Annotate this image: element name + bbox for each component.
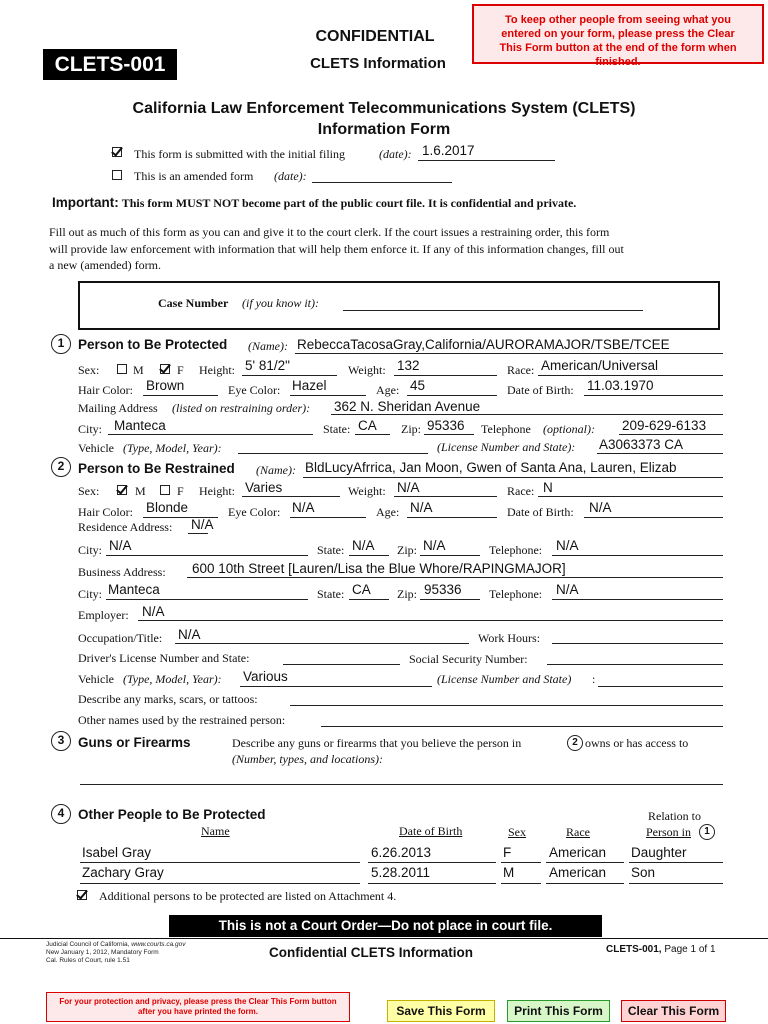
s4-row2-dob[interactable]: 5.28.2011 (371, 865, 431, 880)
important-lead: Important: (52, 195, 119, 210)
s4-col-dob: Date of Birth (399, 824, 463, 838)
s4-row2-relation[interactable]: Son (631, 865, 656, 880)
s4-row2-sex[interactable]: M (503, 865, 515, 880)
s2-dob-field[interactable]: N/A (589, 500, 612, 515)
s2-weight-field[interactable]: N/A (397, 480, 420, 495)
s1-zip-field[interactable]: 95336 (427, 418, 465, 433)
s2-sex-label: Sex: (78, 484, 100, 498)
s2-residence-label: Residence Address: (78, 520, 173, 534)
attachment-4-label: Additional persons to be protected are listed on Attachment 4. (99, 889, 397, 903)
print-form-button[interactable]: Print This Form (507, 1000, 610, 1022)
s1-height-field[interactable]: 5' 81/2" (245, 358, 290, 373)
footer-rule (0, 938, 768, 939)
section-3-number: 3 (51, 731, 71, 751)
s2-occupation-field[interactable]: N/A (178, 627, 201, 642)
s1-eye-field[interactable]: Hazel (292, 378, 327, 393)
amended-date-label: (date): (274, 169, 307, 183)
s2-sex-m-label: M (135, 484, 146, 498)
footer-council-line (46, 941, 185, 949)
s2-height-label: Height: (199, 484, 235, 498)
footer-page-info (606, 944, 716, 955)
s1-sex-f-label: F (177, 363, 184, 377)
footer-form-code: CLETS-001, (606, 944, 662, 955)
s2-zip-field[interactable]: N/A (423, 538, 446, 553)
s1-city-field[interactable]: Manteca (114, 418, 166, 433)
s1-license-hint: (License Number and State): (437, 440, 576, 454)
s2-license-colon: : (592, 672, 596, 686)
s2-state-label: State: (317, 543, 345, 557)
s1-city-label: City: (78, 422, 103, 436)
s1-hair-label: Hair Color: (78, 383, 133, 397)
intro-paragraph (49, 224, 624, 274)
s1-height-label: Height: (199, 363, 235, 377)
form-title (0, 98, 768, 140)
s2-age-field[interactable]: N/A (410, 500, 433, 515)
s2-sex-f-checkbox[interactable] (160, 485, 170, 495)
s1-mail-field[interactable]: 362 N. Sheridan Avenue (334, 399, 481, 414)
s4-col-name: Name (201, 824, 230, 838)
s2-eye-field[interactable]: N/A (292, 500, 315, 515)
s3-firearms-field[interactable] (80, 784, 723, 785)
s2-btel-label: Telephone: (489, 587, 543, 601)
s2-city-field[interactable]: N/A (109, 538, 132, 553)
clear-form-button[interactable]: Clear This Form (621, 1000, 726, 1022)
s1-name-label: (Name): (248, 339, 288, 353)
s2-race-label: Race: (507, 484, 535, 498)
s1-state-field[interactable]: CA (358, 418, 377, 433)
footer-council-name: Judicial Council of California, (46, 941, 130, 948)
intro-line1: Fill out as much of this form as you can and give it to the court clerk. If the court issues a restraining order, this form (49, 225, 610, 239)
s1-name-field[interactable]: RebeccaTacosaGray,California/AURORAMAJOR/TSBE/TCEE (297, 337, 670, 352)
s4-row2-race[interactable]: American (549, 865, 607, 880)
s2-eye-label: Eye Color: (228, 505, 281, 519)
s1-sex-m-checkbox[interactable] (117, 364, 127, 374)
s2-license-field[interactable] (598, 686, 723, 687)
form-title-line1: California Law Enforcement Telecommunications System (CLETS) (132, 100, 636, 117)
privacy-notice: For your protection and privacy, please press the Clear This Form button after you have printed the form. (46, 992, 350, 1022)
s2-employer-field[interactable]: N/A (142, 604, 165, 619)
s1-race-field[interactable]: American/Universal (541, 358, 659, 373)
footer-council-site: www.courts.ca.gov (131, 941, 186, 948)
s2-vehicle-hint: (Type, Model, Year): (123, 672, 222, 686)
clets-info-heading: CLETS Information (310, 55, 446, 72)
s2-ssn-field[interactable] (547, 664, 723, 665)
s1-state-label: State: (323, 422, 351, 436)
s3-description-b: owns or has access to (585, 736, 689, 750)
initial-filing-date-label: (date): (379, 147, 412, 161)
section-4-number: 4 (51, 804, 71, 824)
case-number-field[interactable] (343, 310, 643, 311)
section-4-title: Other People to Be Protected (78, 807, 266, 822)
clear-form-notice: To keep other people from seeing what you entered on your form, please press the Clear This Form button at the end of the form when finished. (472, 4, 764, 64)
section-2-title: Person to Be Restrained (78, 461, 235, 476)
case-number-label: Case Number (158, 296, 229, 310)
s1-tel-field[interactable]: 209-629-6133 (622, 418, 707, 433)
s1-tel-label: Telephone (481, 422, 531, 436)
s1-eye-label: Eye Color: (228, 383, 281, 397)
section-1-number: 1 (51, 334, 71, 354)
s2-bstate-field[interactable]: CA (352, 582, 371, 597)
s2-ssn-label: Social Security Number: (409, 652, 528, 666)
s4-person-ref-number: 1 (699, 824, 715, 840)
s4-col-relation-2: Person in (646, 825, 691, 839)
s2-workhours-field[interactable] (552, 643, 723, 644)
s2-hair-field[interactable]: Blonde (146, 500, 189, 515)
confidential-heading: CONFIDENTIAL (315, 28, 435, 45)
s2-tel-field[interactable]: N/A (556, 538, 579, 553)
case-number-hint: (if you know it): (242, 296, 319, 310)
s2-bcity-field[interactable]: Manteca (108, 582, 160, 597)
s2-sex-f-label: F (177, 484, 184, 498)
initial-filing-label: This form is submitted with the initial filing (134, 147, 345, 161)
initial-filing-date-field[interactable]: 1.6.2017 (422, 143, 475, 158)
s2-dl-field[interactable] (283, 664, 400, 665)
amended-date-field[interactable] (312, 182, 452, 183)
initial-filing-checkbox[interactable] (112, 147, 122, 157)
s1-zip-label: Zip: (401, 422, 421, 436)
s2-business-label: Business Address: (78, 565, 166, 579)
s1-weight-label: Weight: (348, 363, 386, 377)
s2-employer-label: Employer: (78, 608, 129, 622)
s1-dob-field[interactable]: 11.03.1970 (587, 378, 654, 393)
s1-dob-label: Date of Birth: (507, 383, 574, 397)
important-notice (52, 195, 576, 211)
s1-weight-field[interactable]: 132 (397, 358, 420, 373)
s2-occupation-label: Occupation/Title: (78, 631, 163, 645)
s4-row1-relation[interactable]: Daughter (631, 845, 687, 860)
s2-vehicle-label: Vehicle (78, 672, 114, 686)
s1-age-field[interactable]: 45 (410, 378, 426, 393)
footer-rules: Cal. Rules of Court, rule 1.51 (46, 957, 130, 964)
s2-weight-label: Weight: (348, 484, 386, 498)
s2-bcity-label: City: (78, 587, 103, 601)
s2-workhours-label: Work Hours: (478, 631, 541, 645)
s2-hair-label: Hair Color: (78, 505, 133, 519)
not-court-order-banner: This is not a Court Order—Do not place in court file. (169, 915, 602, 937)
s2-btel-field[interactable]: N/A (556, 582, 579, 597)
s1-mail-hint: (listed on restraining order): (172, 401, 311, 415)
s2-dob-label: Date of Birth: (507, 505, 574, 519)
s2-city-label: City: (78, 543, 103, 557)
s2-height-field[interactable]: Varies (245, 480, 283, 495)
s4-col-relation-1: Relation to (648, 809, 701, 823)
s3-person-ref-number: 2 (567, 735, 583, 751)
s2-name-label: (Name): (256, 463, 296, 477)
s1-vehicle-field[interactable] (238, 453, 428, 454)
s1-vehicle-hint: (Type, Model, Year): (123, 441, 222, 455)
s2-marks-field[interactable] (290, 705, 723, 706)
s2-bzip-label: Zip: (397, 587, 417, 601)
s2-marks-label: Describe any marks, scars, or tattoos: (78, 692, 258, 706)
s4-row1-name[interactable]: Isabel Gray (82, 845, 152, 860)
s4-col-race: Race (566, 825, 590, 839)
s2-othernames-field[interactable] (321, 726, 723, 727)
s2-residence-field[interactable]: N/A (191, 517, 214, 532)
s2-race-field[interactable]: N (543, 480, 553, 495)
footer-center-title: Confidential CLETS Information (269, 945, 473, 960)
attachment-4-checkbox[interactable] (77, 890, 87, 900)
s2-dl-label: Driver's License Number and State: (78, 651, 250, 665)
footer-page-number: Page 1 of 1 (664, 944, 716, 955)
s1-sex-f-checkbox[interactable] (160, 364, 170, 374)
s1-race-label: Race: (507, 363, 535, 377)
s4-row1-race[interactable]: American (549, 845, 607, 860)
intro-line2: will provide law enforcement with information that will help them enforce it. If any of this information changes, fill out (49, 241, 624, 256)
section-2-number: 2 (51, 457, 71, 477)
amended-form-checkbox[interactable] (112, 170, 122, 180)
s4-col-sex: Sex (508, 825, 526, 839)
s2-business-field[interactable]: 600 10th Street [Lauren/Lisa the Blue Whore/RAPINGMAJOR] (192, 561, 566, 576)
s3-description-a: Describe any guns or firearms that you believe the person in (232, 736, 522, 750)
section-3-title: Guns or Firearms (78, 735, 191, 750)
s4-row1-dob[interactable]: 6.26.2013 (371, 845, 432, 860)
s2-sex-m-checkbox[interactable] (117, 485, 127, 495)
s4-row1-sex[interactable]: F (503, 845, 512, 860)
s1-age-label: Age: (376, 383, 400, 397)
s3-description-c: (Number, types, and locations): (232, 752, 383, 766)
s1-sex-label: Sex: (78, 363, 100, 377)
important-text: This form MUST NOT become part of the public court file. It is confidential and private. (121, 196, 577, 210)
form-code-badge: CLETS-001 (43, 49, 177, 80)
s2-othernames-label: Other names used by the restrained person: (78, 713, 286, 727)
s2-vehicle-field[interactable]: Various (243, 669, 288, 684)
s1-hair-field[interactable]: Brown (146, 378, 185, 393)
s2-name-field[interactable]: BldLucyAfrrica, Jan Moon, Gwen of Santa Ana, Lauren, Elizab (305, 460, 677, 475)
s1-sex-m-label: M (133, 363, 144, 377)
form-title-line2: Information Form (317, 121, 451, 138)
section-1-title: Person to Be Protected (78, 337, 228, 352)
s4-row2-name[interactable]: Zachary Gray (82, 865, 164, 880)
intro-line3: a new (amended) form. (49, 258, 161, 272)
s2-license-hint: (License Number and State) (437, 672, 572, 686)
footer-council (46, 941, 185, 965)
s2-tel-label: Telephone: (489, 543, 543, 557)
save-form-button[interactable]: Save This Form (387, 1000, 495, 1022)
footer-revised: New January 1, 2012, Mandatory Form (46, 949, 159, 956)
s2-zip-label: Zip: (397, 543, 417, 557)
s2-bzip-field[interactable]: 95336 (424, 582, 462, 597)
s2-state-field[interactable]: N/A (352, 538, 375, 553)
s1-vehicle-label: Vehicle (78, 441, 114, 455)
s1-license-field[interactable]: A3063373 CA (599, 437, 684, 452)
s2-age-label: Age: (376, 505, 400, 519)
s2-bstate-label: State: (317, 587, 345, 601)
s1-mail-label: Mailing Address (78, 401, 158, 415)
amended-form-label: This is an amended form (134, 169, 254, 183)
s1-tel-hint: (optional): (543, 422, 595, 436)
